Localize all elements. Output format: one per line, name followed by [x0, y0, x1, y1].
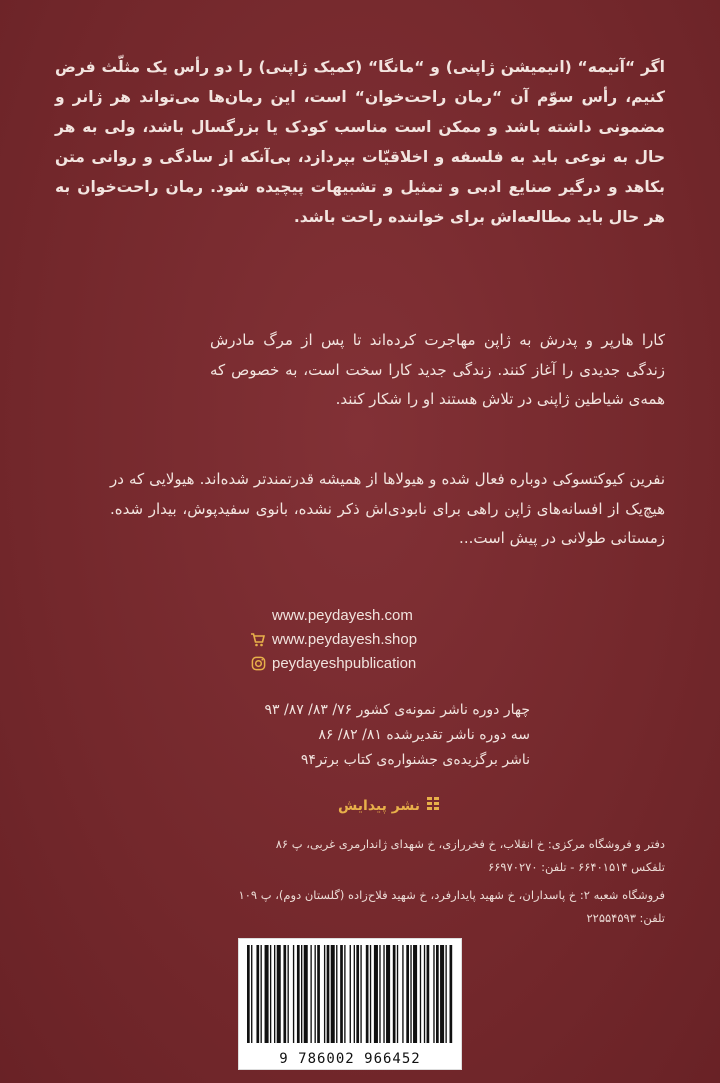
barcode-bar	[424, 945, 425, 1043]
barcode-bar	[440, 945, 444, 1043]
award-line: ناشر برگزیده‌ی جشنواره‌ی کتاب برتر۹۴	[300, 752, 530, 768]
barcode-bar	[383, 945, 384, 1043]
barcode-bar	[386, 945, 390, 1043]
barcode-bar	[283, 945, 286, 1043]
barcode-bar	[304, 945, 308, 1043]
barcode-bars	[239, 939, 461, 1049]
barcode-bar	[379, 945, 380, 1043]
barcode-bar	[406, 945, 409, 1043]
cart-icon	[250, 632, 266, 648]
barcode-bar	[420, 945, 421, 1043]
barcode-bar	[366, 945, 369, 1043]
barcode-bar	[350, 945, 351, 1043]
barcode-bar	[427, 945, 430, 1043]
barcode-bar	[256, 945, 259, 1043]
instagram-link[interactable]	[250, 655, 510, 672]
barcode-digits: 9 786002 966452	[279, 1051, 421, 1067]
barcode-bar	[336, 945, 337, 1043]
intro-paragraph: اگر “آنیمه“ (انیمیشن ژاپنی) و “مانگا“ (کمیک ژاپنی) را دو رأس یک مثلّث فرض کنیم، رأس سوّم آن “رمان راحت‌خوان“ است، این رمان‌ها می‌تواند هر ژانر و مضمونی داشته باشد و ممکن است مناسب کودک یا بزرگسال باشد، ولی به هر حال به نوعی باید به فلسفه و اخلاقیّات بپردازد، بی‌آنکه از سادگی و روانی متن بکاهد و درگیر صنایع ادبی و تمثیل و تشبیهات پیچیده شود. رمان راحت‌خوان به هر حال باید مطالعه‌اش برای خواننده راحت باشد.	[55, 58, 665, 226]
barcode-bar	[370, 945, 371, 1043]
barcode-bar	[356, 945, 359, 1043]
barcode-bar	[317, 945, 320, 1043]
barcode-bar	[436, 945, 439, 1043]
barcode-bar	[360, 945, 361, 1043]
publisher-brand	[320, 796, 440, 816]
award-line: چهار دوره ناشر نمونه‌ی کشور ۷۶/ ۸۳/ ۸۷/ ۹۳	[264, 702, 530, 718]
barcode-bar	[261, 945, 262, 1043]
publisher-awards	[170, 698, 530, 773]
instagram-handle[interactable]: peydayeshpublication	[272, 655, 417, 672]
synopsis-paragraph-1: کارا هارپر و پدرش به ژاپن مهاجرت کرده‌اند تا پس از مرگ مادرش زندگی جدیدی را آغاز کنند. زندگی جدید کارا سخت است، به خصوص که همه‌ی شیاطین ژاپنی در تلاش هستند او را شکار کنند.	[210, 331, 665, 408]
barcode-bar	[315, 945, 316, 1043]
award-line: سه دوره ناشر تقدیرشده ۸۱/ ۸۲/ ۸۶	[318, 727, 530, 743]
isbn-barcode	[238, 938, 462, 1070]
barcode-bar	[445, 945, 446, 1043]
barcode-bar	[397, 945, 398, 1043]
barcode-bar	[331, 945, 335, 1043]
barcode-bar	[450, 945, 453, 1043]
barcode-bar	[277, 945, 281, 1043]
shop-url[interactable]: www.peydayesh.shop	[272, 631, 418, 648]
barcode-bar	[354, 945, 355, 1043]
shop-link[interactable]	[250, 631, 510, 648]
barcode-bar	[270, 945, 271, 1043]
barcode-bar	[324, 945, 325, 1043]
barcode-bar	[301, 945, 302, 1043]
barcode-bar	[274, 945, 275, 1043]
barcode-bar	[340, 945, 343, 1043]
barcode-bar	[327, 945, 330, 1043]
website-url[interactable]: www.peydayesh.com	[272, 607, 413, 624]
barcode-bar	[265, 945, 269, 1043]
book-stack-icon	[426, 796, 440, 816]
barcode-bar	[310, 945, 311, 1043]
main-office-phone: تلفکس ۶۶۴۰۱۵۱۴ - تلفن: ۶۶۹۷۰۲۷۰	[488, 860, 665, 874]
barcode-bar	[344, 945, 345, 1043]
main-office-address: دفتر و فروشگاه مرکزی: خ انقلاب، خ فخررازی، خ شهدای ژاندارمری غربی، پ ۸۶	[275, 837, 665, 851]
branch-phone: تلفن: ۲۲۵۵۴۵۹۳	[586, 911, 665, 925]
instagram-icon	[250, 656, 266, 672]
barcode-bar	[251, 945, 252, 1043]
barcode-bar	[393, 945, 396, 1043]
synopsis-paragraph-2: نفرین کیوکتسوکی دوباره فعال شده و هیولاها از همیشه قدرتمندتر شده‌اند. هیولایی که در هیچ‌یک از افسانه‌های ژاپن راهی برای نابودی‌اش ذکر نشده، بانوی سفیدپوش، بیدار شده. زمستانی طولانی در پیش است...	[110, 470, 665, 547]
barcode-bar	[410, 945, 411, 1043]
website-link[interactable]	[250, 607, 510, 624]
barcode-bar	[297, 945, 300, 1043]
barcode-bar	[433, 945, 434, 1043]
barcode-bar	[293, 945, 294, 1043]
barcode-bar	[374, 945, 378, 1043]
barcode-bar	[247, 945, 250, 1043]
publisher-name: نشر پیدایش	[338, 798, 420, 814]
barcode-bar	[402, 945, 403, 1043]
branch-address: فروشگاه شعبه ۲: خ پاسداران، خ شهید پایدارفرد، خ شهید فلاح‌زاده (گلستان دوم)، پ ۱۰۹	[238, 888, 665, 902]
barcode-bar	[288, 945, 289, 1043]
barcode-bar	[413, 945, 417, 1043]
